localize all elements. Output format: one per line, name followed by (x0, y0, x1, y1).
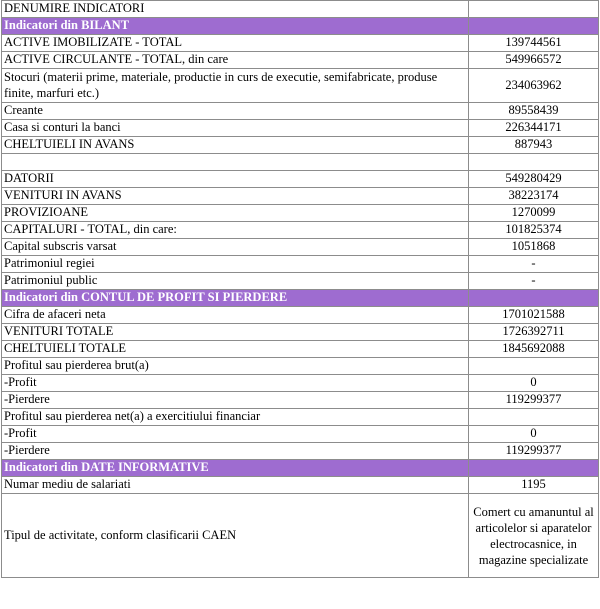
header-value (469, 1, 599, 18)
indicator-label: -Profit (2, 426, 469, 443)
indicator-value: 101825374 (469, 222, 599, 239)
indicator-value: 119299377 (469, 392, 599, 409)
section-title: Indicatori din CONTUL DE PROFIT SI PIERDERE (2, 290, 469, 307)
table-body (2, 1, 599, 578)
indicator-value (469, 409, 599, 426)
indicator-label: CAPITALURI - TOTAL, din care: (2, 222, 469, 239)
indicator-value: 139744561 (469, 35, 599, 52)
indicator-label: Stocuri (materii prime, materiale, productie in curs de executie, semifabricate, produse finite, marfuri etc.) (2, 69, 469, 103)
indicator-label: ACTIVE CIRCULANTE - TOTAL, din care (2, 52, 469, 69)
table-row (2, 358, 599, 375)
indicator-value: 1051868 (469, 239, 599, 256)
blank-row (2, 154, 599, 171)
indicator-label: Patrimoniul regiei (2, 256, 469, 273)
indicator-value: 887943 (469, 137, 599, 154)
indicator-value (469, 358, 599, 375)
indicator-value: 226344171 (469, 120, 599, 137)
table-row (2, 103, 599, 120)
indicator-label: CHELTUIELI TOTALE (2, 341, 469, 358)
section-value-cell (469, 18, 599, 35)
indicator-label: CHELTUIELI IN AVANS (2, 137, 469, 154)
indicator-label: Profitul sau pierderea brut(a) (2, 358, 469, 375)
table-row (2, 256, 599, 273)
indicator-label: Cifra de afaceri neta (2, 307, 469, 324)
indicator-label: Creante (2, 103, 469, 120)
header-row (2, 1, 599, 18)
table-row (2, 222, 599, 239)
indicator-label: PROVIZIOANE (2, 205, 469, 222)
indicator-value: - (469, 273, 599, 290)
table-row (2, 443, 599, 460)
table-row (2, 307, 599, 324)
table-row (2, 52, 599, 69)
indicator-value (469, 154, 599, 171)
table-row (2, 494, 599, 578)
indicator-label: VENITURI TOTALE (2, 324, 469, 341)
indicator-value: Comert cu amanuntul al articolelor si aparatelor electrocasnice, in magazine specializate (469, 494, 599, 578)
indicator-label: Profitul sau pierderea net(a) a exercitiului financiar (2, 409, 469, 426)
table-row (2, 137, 599, 154)
section-header-row (2, 18, 599, 35)
indicator-value: 1701021588 (469, 307, 599, 324)
indicator-value: 119299377 (469, 443, 599, 460)
table-row (2, 409, 599, 426)
table-row (2, 341, 599, 358)
indicator-value: 1270099 (469, 205, 599, 222)
section-header-row (2, 290, 599, 307)
section-title: Indicatori din BILANT (2, 18, 469, 35)
financial-indicators-table (1, 0, 599, 578)
indicator-label: Capital subscris varsat (2, 239, 469, 256)
indicator-label: -Pierdere (2, 443, 469, 460)
indicator-label: ACTIVE IMOBILIZATE - TOTAL (2, 35, 469, 52)
indicator-label: Numar mediu de salariati (2, 477, 469, 494)
header-label: DENUMIRE INDICATORI (2, 1, 469, 18)
indicator-label: VENITURI IN AVANS (2, 188, 469, 205)
indicator-label: DATORII (2, 171, 469, 188)
indicator-value: 1845692088 (469, 341, 599, 358)
indicator-value: 549280429 (469, 171, 599, 188)
table-row (2, 35, 599, 52)
table-row (2, 171, 599, 188)
table-row (2, 239, 599, 256)
table-row (2, 188, 599, 205)
indicator-label: Casa si conturi la banci (2, 120, 469, 137)
section-title: Indicatori din DATE INFORMATIVE (2, 460, 469, 477)
table-row (2, 69, 599, 103)
indicator-value: 1726392711 (469, 324, 599, 341)
table-row (2, 477, 599, 494)
indicator-label (2, 154, 469, 171)
indicator-value: 1195 (469, 477, 599, 494)
section-header-row (2, 460, 599, 477)
indicator-value: 38223174 (469, 188, 599, 205)
table-row (2, 205, 599, 222)
indicator-value: 549966572 (469, 52, 599, 69)
table-row (2, 375, 599, 392)
indicator-value: 0 (469, 375, 599, 392)
table-row (2, 324, 599, 341)
indicator-value: 234063962 (469, 69, 599, 103)
table-row (2, 120, 599, 137)
table-row (2, 273, 599, 290)
section-value-cell (469, 460, 599, 477)
indicator-label: Tipul de activitate, conform clasificarii CAEN (2, 494, 469, 578)
table-row (2, 426, 599, 443)
indicator-label: Patrimoniul public (2, 273, 469, 290)
indicator-label: -Profit (2, 375, 469, 392)
section-value-cell (469, 290, 599, 307)
indicator-value: 0 (469, 426, 599, 443)
indicator-label: -Pierdere (2, 392, 469, 409)
indicator-value: - (469, 256, 599, 273)
table-row (2, 392, 599, 409)
indicator-value: 89558439 (469, 103, 599, 120)
